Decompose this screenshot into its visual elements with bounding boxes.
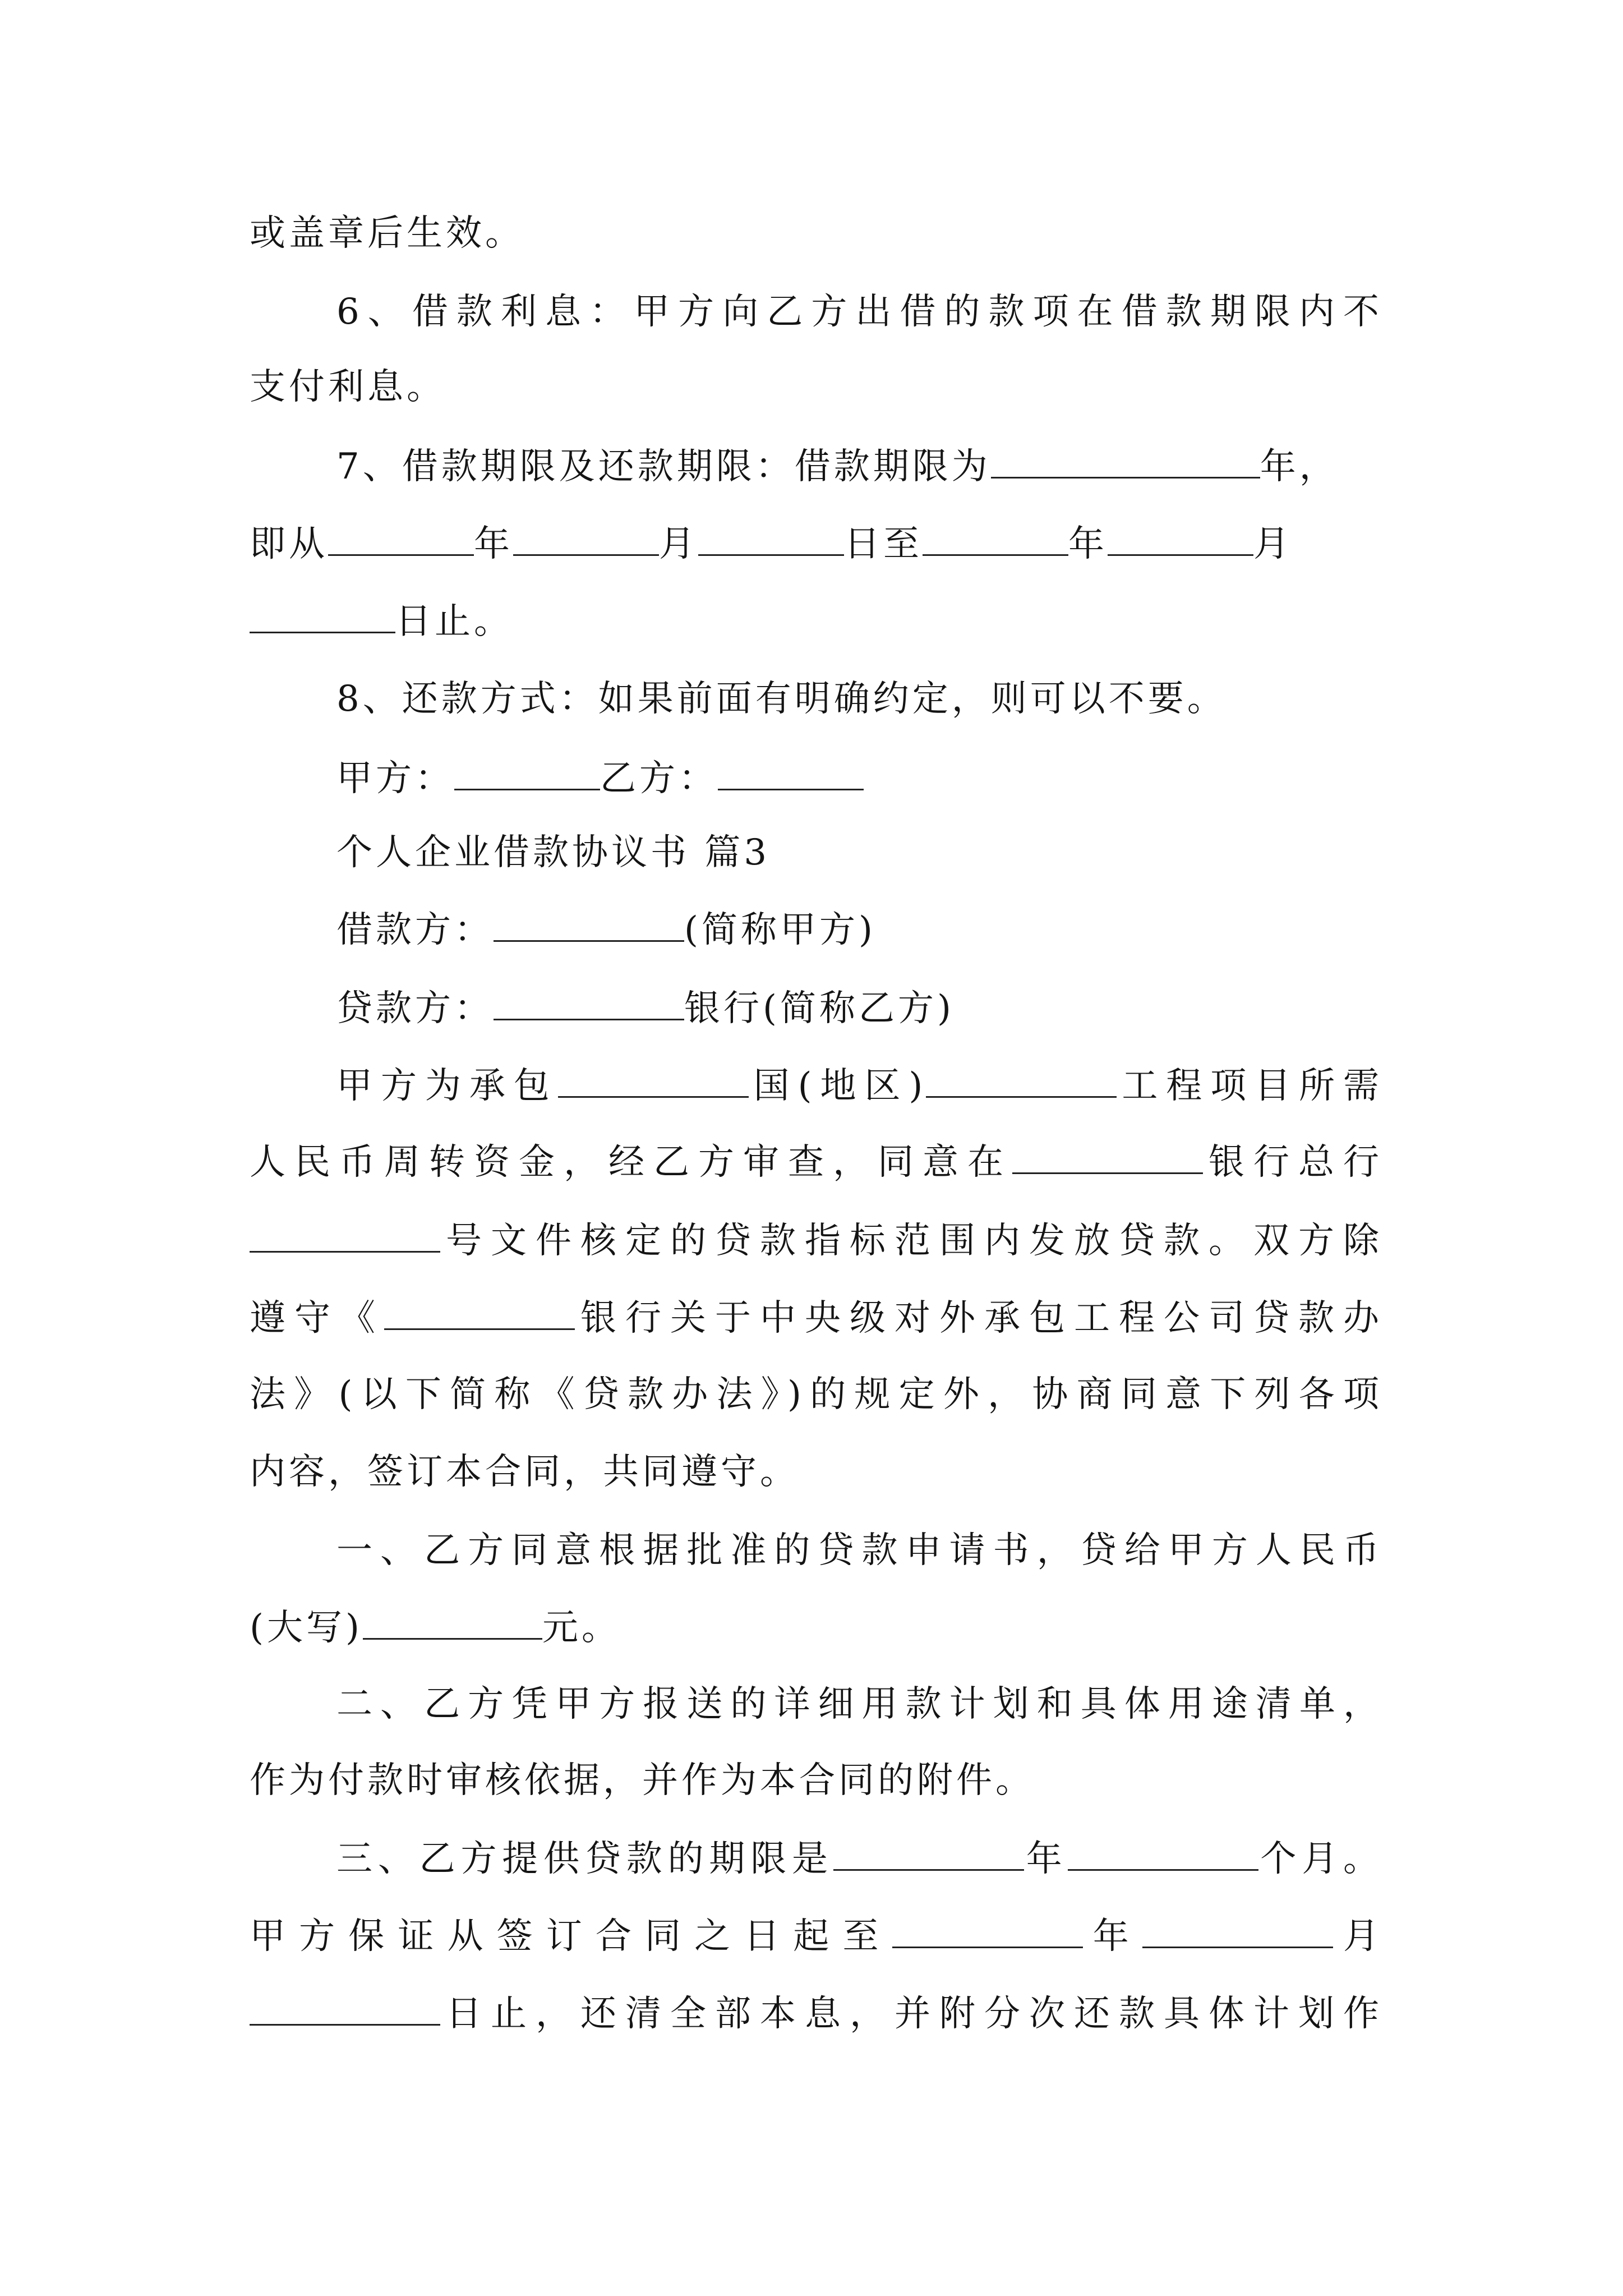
blank-field [250,592,395,633]
text: 借款方： [336,909,494,951]
blank-field [328,515,474,556]
intro-line-5 [250,1366,1382,1423]
paragraph-line [250,205,1382,261]
text: 甲方为承包 [336,1065,558,1107]
text: 法》(以下简称《贷款办法》)的规定外，协商同意下列各项 [250,1374,1382,1415]
blank-field [250,1212,440,1253]
blank-field [1142,1907,1333,1948]
item-1-line-1 [336,1522,1382,1579]
intro-line-2 [250,1133,1382,1189]
text: 三、乙方提供贷款的期限是 [336,1838,833,1880]
clause-6-line-1 [336,284,1382,340]
intro-line-6 [250,1444,1382,1500]
blank-field [454,749,600,790]
blank-field [926,1057,1117,1098]
blank-field [494,901,684,942]
text: 贷款方： [336,988,494,1029]
clause-7-line-1 [336,438,1382,494]
party-a-label: 甲方： [336,758,454,799]
text: 8、还款方式：如果前面有明确约定，则可以不要。 [336,678,1227,720]
text: 日至 [844,523,923,565]
text: 年 [474,523,513,565]
text: 或盖章后生效。 [250,213,524,254]
text: 年 [1082,1916,1142,1957]
text: 号文件核定的贷款指标范围内发放贷款。双方除 [440,1220,1382,1262]
borrower-line [336,901,1382,957]
text: 作为付款时审核依据，并作为本合同的附件。 [250,1760,1035,1801]
clause-7-line-2 [250,515,1382,571]
item-3-line-3 [250,1985,1382,2041]
text: 日止。 [395,601,513,642]
item-3-line-2 [250,1907,1382,1963]
text: 人民币周转资金，经乙方审查，同意在 [250,1142,1012,1183]
text: 7、借款期限及还款期限：借款期限为 [336,446,991,487]
text: 二、乙方凭甲方报送的详细用款计划和具体用途清单， [336,1683,1382,1725]
text: (简称甲方) [684,909,876,951]
item-2-line-1 [336,1676,1382,1732]
text: 遵守《 [250,1297,384,1339]
section-title [336,825,1382,881]
text: 月 [1332,1916,1382,1957]
text: 元。 [542,1607,621,1649]
lender-line [336,979,1382,1036]
blank-field [494,979,684,1020]
item-3-line-1 [336,1830,1382,1886]
blank-field [513,515,659,556]
text: 银行总行 [1203,1142,1382,1183]
text: 国(地区) [748,1065,926,1107]
text: 年 [1023,1838,1068,1880]
blank-field [991,438,1260,478]
blank-field [384,1289,575,1330]
clause-7-line-3 [250,592,1382,648]
text: 即从 [250,523,328,565]
blank-field [1012,1133,1203,1174]
blank-field [923,515,1068,556]
intro-line-4 [250,1289,1382,1345]
text: 工程项目所需 [1117,1065,1383,1107]
text: (大写) [250,1607,363,1649]
blank-field [250,1985,440,2026]
text: 个人企业借款协议书 篇3 [336,832,771,873]
intro-line-3 [250,1212,1382,1268]
blank-field [892,1907,1083,1948]
signature-line [336,749,1382,806]
party-b-label: 乙方： [600,758,718,799]
text: 6、借款利息：甲方向乙方出借的款项在借款期限内不 [336,291,1382,333]
text: 一、乙方同意根据批准的贷款申请书，贷给甲方人民币 [336,1530,1382,1571]
text: 银行关于中央级对外承包工程公司贷款办 [575,1297,1382,1339]
item-1-line-2 [250,1599,1382,1655]
text: 年， [1260,446,1339,487]
blank-field [558,1057,749,1098]
blank-field [718,749,864,790]
text: 年 [1068,523,1108,565]
text: 日止，还清全部本息，并附分次还款具体计划作 [440,1993,1382,2035]
text: 月 [659,523,698,565]
text: 甲方保证从签订合同之日起至 [250,1916,892,1957]
clause-6-line-2 [250,359,1382,415]
item-2-line-2 [250,1752,1382,1809]
text: 支付利息。 [250,366,446,408]
intro-line-1 [336,1057,1382,1113]
blank-field [363,1599,542,1640]
text: 月 [1253,523,1293,565]
blank-field [698,515,844,556]
blank-field [833,1830,1024,1871]
clause-8 [336,671,1382,727]
blank-field [1068,1830,1258,1871]
text: 银行(简称乙方) [684,988,955,1029]
blank-field [1108,515,1253,556]
text: 个月。 [1258,1838,1383,1880]
text: 内容，签订本合同，共同遵守。 [250,1451,799,1493]
